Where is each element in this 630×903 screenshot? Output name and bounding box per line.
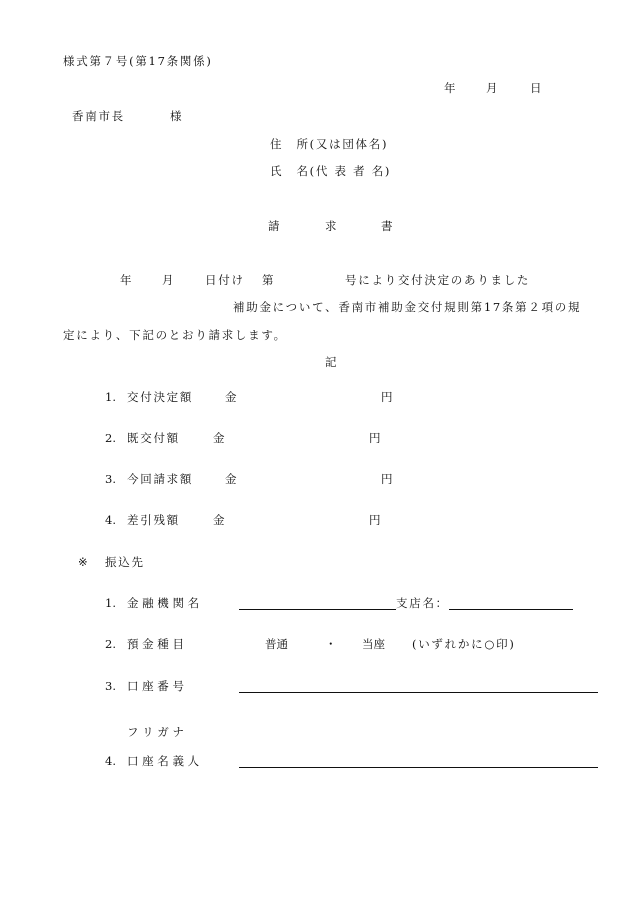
body-year: 年 — [120, 273, 132, 287]
bank-field-1-label: 金 融 機 関 名 — [127, 596, 200, 610]
deposit-option-toza[interactable]: 当座 — [362, 637, 385, 651]
bank-field-4-number: 4. — [105, 754, 116, 768]
bank-field-2-label: 預 金 種 目 — [127, 637, 184, 651]
bank-field-1-number: 1. — [105, 596, 116, 610]
amount-2-number: 2. — [105, 431, 116, 445]
body-month: 月 — [162, 273, 174, 287]
account-number-field-line[interactable] — [239, 692, 598, 693]
bank-field-4-label: 口 座 名 義 人 — [127, 754, 200, 768]
amount-1-label: 交付決定額 — [127, 390, 194, 404]
addressee-honorific: 様 — [170, 109, 182, 123]
bank-field-3-label: 口 座 番 号 — [127, 679, 184, 693]
body-dated: 日付け — [205, 273, 245, 287]
amount-4-yen: 円 — [369, 513, 381, 527]
body-decision-text: 号により交付決定のありました — [345, 273, 531, 287]
date-year-label: 年 — [444, 81, 456, 95]
title-char-1: 請 — [268, 219, 280, 233]
amount-4-label: 差引残額 — [127, 513, 180, 527]
body-dai: 第 — [262, 273, 274, 287]
title-char-3: 書 — [381, 219, 393, 233]
amount-3-kin: 金 — [225, 472, 237, 486]
account-holder-field-line[interactable] — [239, 767, 598, 768]
amount-4-number: 4. — [105, 513, 116, 527]
amount-1-number: 1. — [105, 390, 116, 404]
bank-field-2-number: 2. — [105, 637, 116, 651]
amount-2-kin: 金 — [213, 431, 225, 445]
note-mark: ※ — [78, 555, 88, 569]
amount-4-kin: 金 — [213, 513, 225, 527]
date-day-label: 日 — [530, 81, 542, 95]
amount-3-label: 今回請求額 — [127, 472, 194, 486]
amount-2-yen: 円 — [369, 431, 381, 445]
body-line-2: 補助金について、香南市補助金交付規則第17条第２項の規 — [233, 300, 582, 314]
title-char-2: 求 — [325, 219, 337, 233]
date-month-label: 月 — [486, 81, 498, 95]
applicant-address-label: 住 所(又は団体名) — [270, 137, 389, 151]
deposit-option-note: (いずれかに○印) — [412, 637, 516, 651]
body-line-3: 定により、下記のとおり請求します。 — [63, 328, 287, 342]
amount-3-yen: 円 — [381, 472, 393, 486]
amount-2-label: 既交付額 — [127, 431, 180, 445]
deposit-option-separator: ・ — [325, 637, 337, 651]
furigana-label: フ リ ガ ナ — [127, 725, 184, 739]
amount-1-kin: 金 — [225, 390, 237, 404]
amount-1-yen: 円 — [381, 390, 393, 404]
applicant-name-label: 氏 名(代 表 者 名) — [270, 164, 392, 178]
addressee-name: 香南市長 — [72, 109, 125, 123]
ki-heading: 記 — [325, 355, 337, 369]
amount-3-number: 3. — [105, 472, 116, 486]
bank-field-3-number: 3. — [105, 679, 116, 693]
bank-heading: 振込先 — [105, 555, 145, 569]
branch-label: 支店名： — [396, 596, 449, 610]
deposit-option-futsu[interactable]: 普通 — [265, 637, 288, 651]
form-number: 様式第７号(第17条関係) — [63, 54, 213, 68]
